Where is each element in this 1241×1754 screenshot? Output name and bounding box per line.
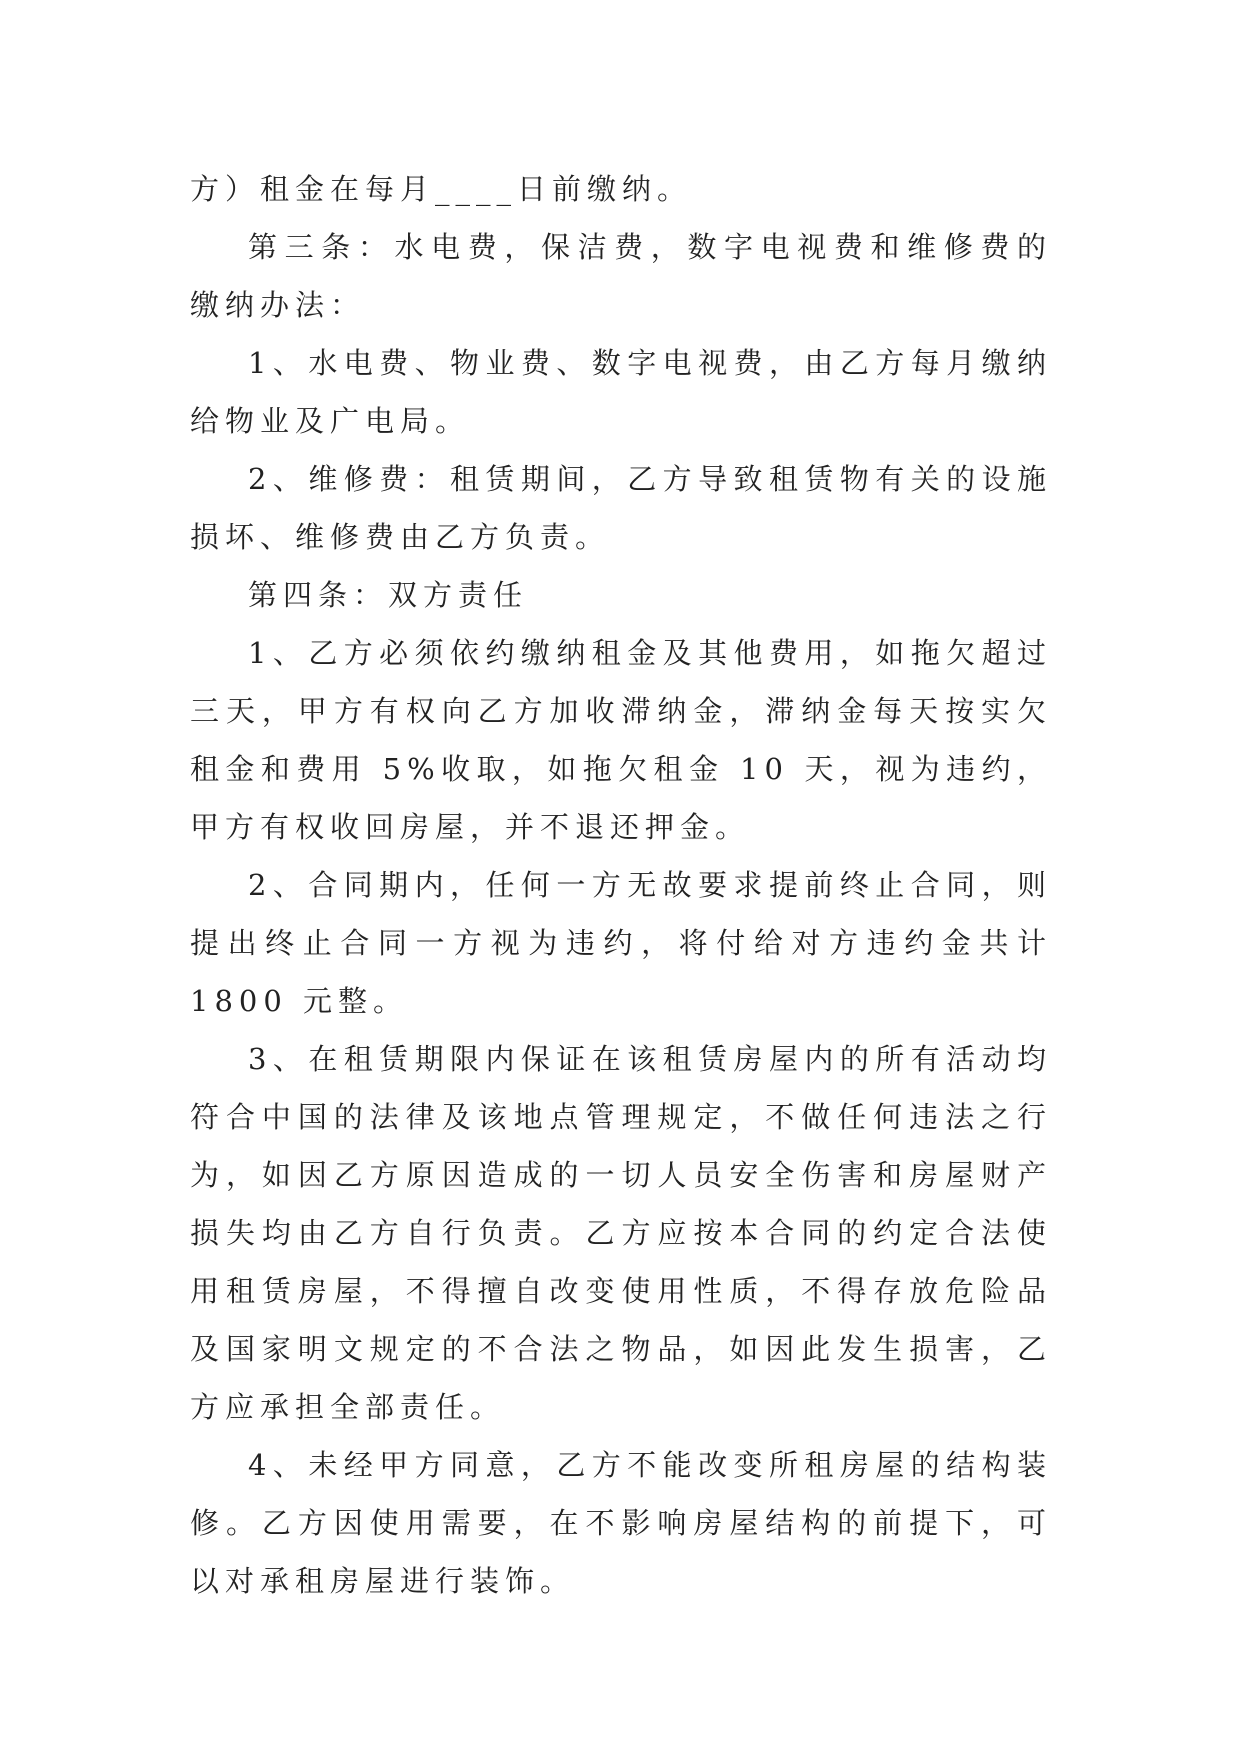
paragraph-renovation: 4、未经甲方同意，乙方不能改变所租房屋的结构装修。乙方因使用需要，在不影响房屋结构的前提下，可以对承租房屋进行装饰。 xyxy=(190,1448,1052,1598)
paragraph-late-payment: 1、乙方必须依约缴纳租金及其他费用，如拖欠超过三天，甲方有权向乙方加收滞纳金，滞纳金每天按实欠租金和费用 5%收取，如拖欠租金 10 天，视为违约，甲方有权收回房屋，并不退还押金。 xyxy=(190,636,1052,844)
document-body xyxy=(190,160,1052,1610)
paragraph-maintenance-fee: 2、维修费：租赁期间，乙方导致租赁物有关的设施损坏、维修费由乙方负责。 xyxy=(190,462,1052,554)
paragraph-early-termination: 2、合同期内，任何一方无故要求提前终止合同，则提出终止合同一方视为违约，将付给对方违约金共计 1800 元整。 xyxy=(190,868,1052,1018)
paragraph-lawful-use: 3、在租赁期限内保证在该租赁房屋内的所有活动均符合中国的法律及该地点管理规定，不做任何违法之行为，如因乙方原因造成的一切人员安全伤害和房屋财产损失均由乙方自行负责。乙方应按本合同的约定合法使用租赁房屋，不得擅自改变使用性质，不得存放危险品及国家明文规定的不合法之物品，如因此发生损害，乙方应承担全部责任。 xyxy=(190,1042,1052,1424)
paragraph-rent-due: 方）租金在每月____日前缴纳。 xyxy=(190,172,693,206)
paragraph-utilities-fee: 1、水电费、物业费、数字电视费，由乙方每月缴纳给物业及广电局。 xyxy=(190,346,1052,438)
paragraph-article-four-heading: 第四条：双方责任 xyxy=(248,578,529,612)
paragraph-article-three-heading: 第三条：水电费，保洁费，数字电视费和维修费的缴纳办法： xyxy=(190,230,1052,322)
